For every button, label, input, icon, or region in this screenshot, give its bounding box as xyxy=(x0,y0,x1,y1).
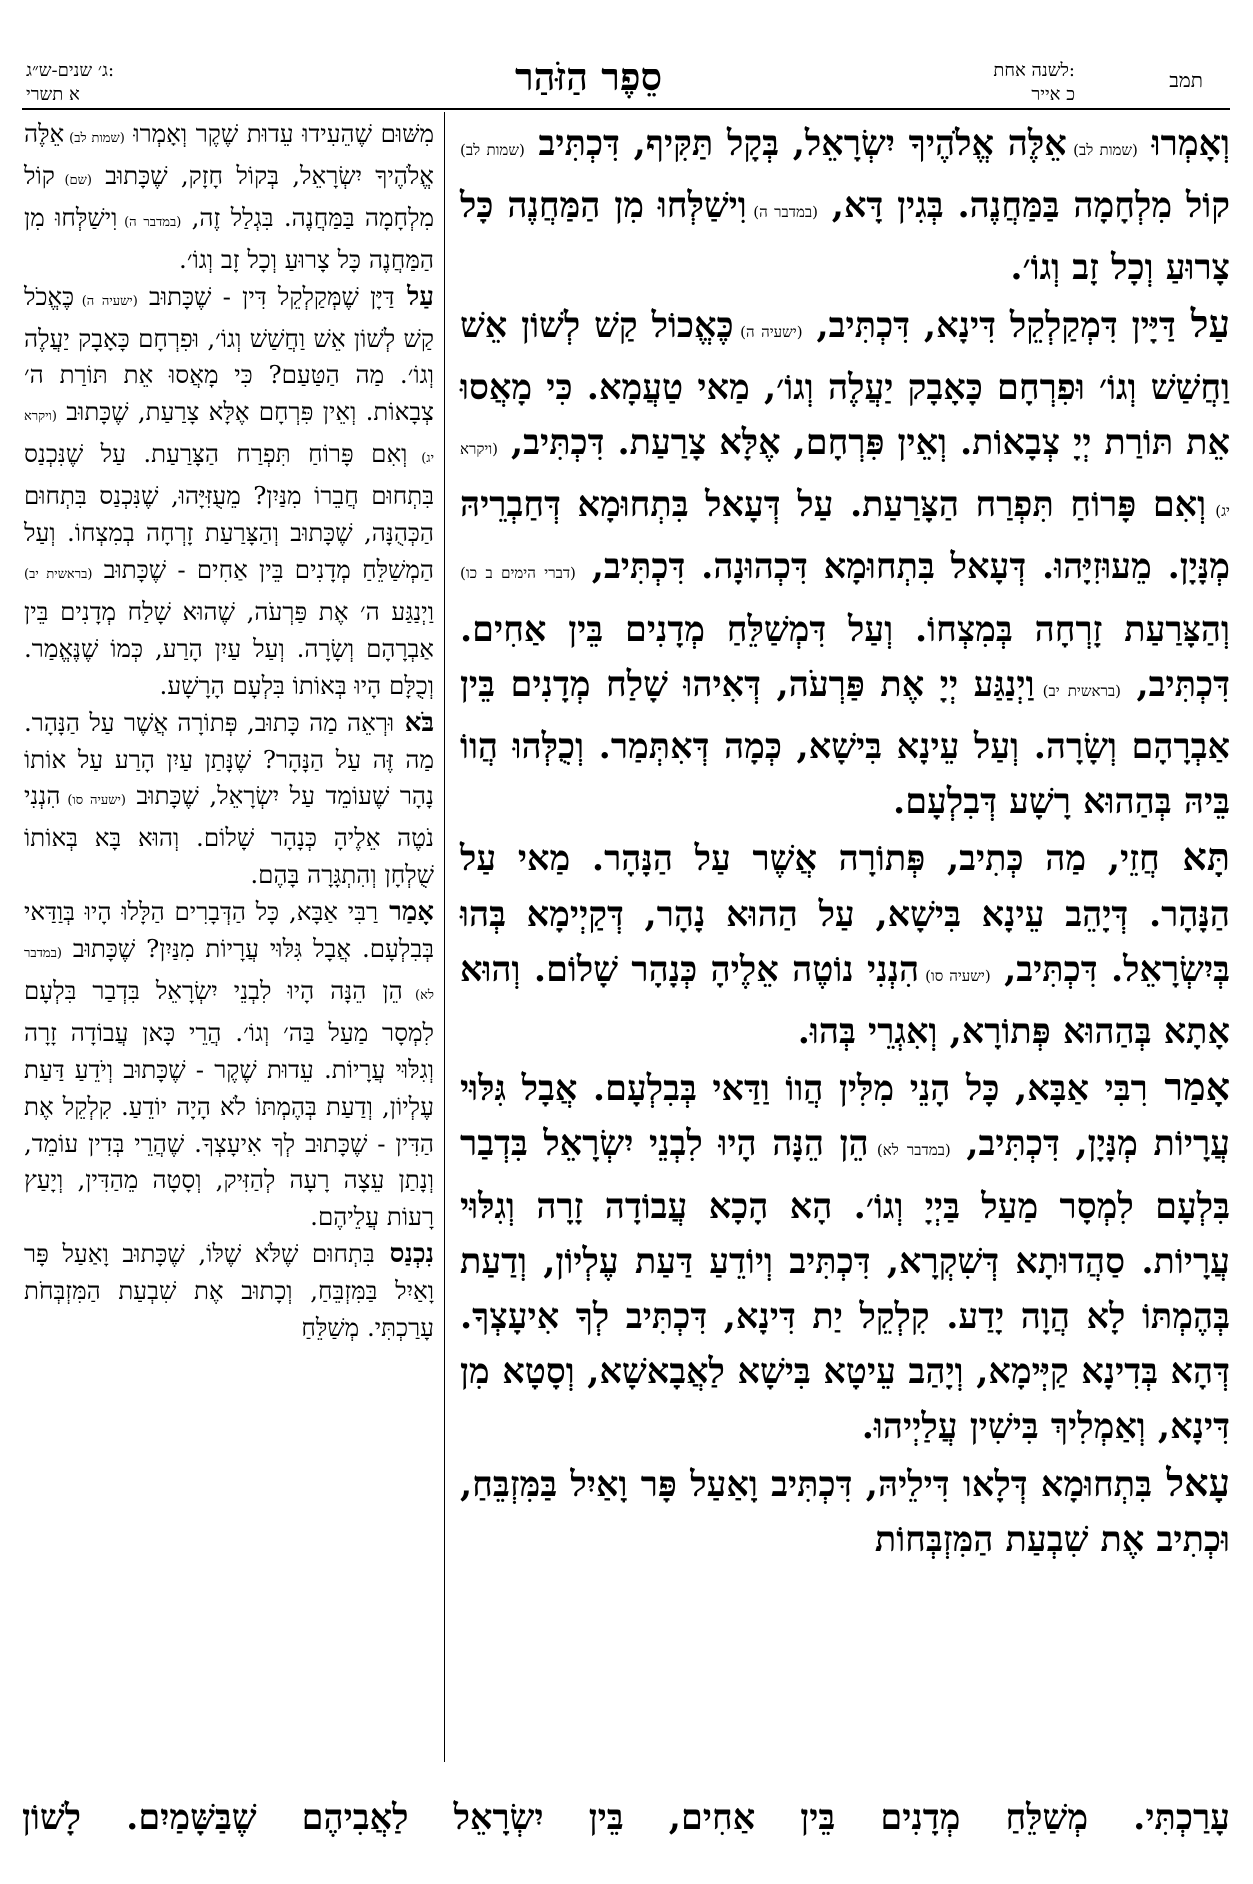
book-title: סֵפֶר הַזֹּהַר xyxy=(515,54,663,99)
aramaic-main-column xyxy=(460,116,1230,1567)
paragraph-opening-word: נִכְנַס xyxy=(374,1239,434,1270)
verse-reference: (ישעיה ה) xyxy=(733,322,803,341)
verse-reference: (שמות לב) xyxy=(64,131,125,146)
text-segment: קוֹל מִלְחָמָה בַּמַּחֲנֶה. בְּגִין דָּא, xyxy=(817,185,1230,227)
paragraph-opening-word: בֹּא xyxy=(394,707,434,738)
text-segment: הִנְנִי נֹטֶה אֵלֶיהָ כְּנָהָר שָׁלוֹם. וְהוּא בָּא בְּאוֹתוֹ שֻׁלְחָן וְהִתְגָּרָה בָּהֶם. xyxy=(24,781,434,890)
text-segment: וִישַׁלְּחוּ מִן הַמַּחֲנֶה כָּל צָרוּעַ וְכָל זָב וְגוֹ׳. xyxy=(460,185,1230,289)
paragraph-opening-word: עָאל xyxy=(1151,1459,1230,1505)
text-segment: רִבִּי אַבָּא, כָּל הָנֵי מִלִּין הֲווֹ וַדַּאי בְּבִלְעָם. אֲבָל גִּלּוּי עֲרָיוֹת מְנָּיָן, דִּכְתִּיב, xyxy=(460,1068,1230,1165)
paragraph-opening-word: תָּא xyxy=(1159,834,1230,880)
text-segment: מִשּׁוּם שֶׁהֵעִידוּ עֵדוּת שֶׁקֶר וְאָמְרוּ xyxy=(124,119,434,148)
text-segment: וְאִם פָּרוֹחַ תִּפְרַח הַצָּרַעַת. עַל דְּעָאל בִּתְחוּמָא דְּחַבְרֵיהּ מְנָּיָן. מֵעוּזִיָּהוּ. דְּעָאל בִּתְחוּמָא דִּכְהוּנָה. דִּכְתִּיב, xyxy=(460,484,1230,588)
side-paragraph xyxy=(24,894,434,1236)
page-number: תמב xyxy=(1169,68,1203,92)
verse-reference: (בראשית יב) xyxy=(1034,681,1121,700)
text-segment: וִישַׁלְּחוּ מִן הַמַּחֲנֶה כָּל צָרוּעַ וְכָל זָב וְגוֹ׳. xyxy=(24,202,434,274)
verse-reference: (במדבר ה) xyxy=(117,214,182,230)
text-segment: אֵלֶּה אֱלֹהֶיךָ יִשְׂרָאֵל, בְּקוֹל חָזָק, שֶׁכָּתוּב xyxy=(24,119,435,190)
text-segment: וַיְנַגַּע ה׳ אֶת פַּרְעֹה, שֶׁהוּא שָׁלַח מְדָנִים בֵּין אַבְרָהָם וְשָׂרָה. וְעַל עַיִן הָרַע, כְּמוֹ שֶׁנֶּאֱמַר. וְכֻלָּם הָיוּ בְּאוֹתוֹ בִּלְעָם הָרָשָׁע. xyxy=(24,596,434,700)
side-paragraph xyxy=(24,705,434,895)
verse-reference: (ישעיה סו) xyxy=(60,793,126,809)
text-segment: וְאִם פָּרוֹחַ תִּפְרַח הַצָּרַעַת. עַל שֶׁנִּכְנַס בִּתְחוּם חֲבֵרוֹ מִנַּיִן? מֵעֻזִּיָּהוּ, שֶׁנִּכְנַס בִּתְחוּם הַכְּהֻנָּה, שֶׁכָּתוּב וְהַצָּרַעַת זָרְחָה בְמִצְחוֹ. וְעַל הַמְשַׁלֵּחַ מְדָנִים בֵּין אַחִים - שֶׁכָּתוּב xyxy=(24,439,434,584)
verse-reference: (בראשית יב) xyxy=(24,566,93,582)
hebrew-translation-column xyxy=(24,116,434,1347)
three-year-reading-date: א תשרי xyxy=(26,84,80,105)
text-segment: דַּיָּין דִּמְקַלְקֵל דִּינָא, דִּכְתִּיב, xyxy=(802,304,1176,346)
text-segment: בִּתְחוּמָא דְּלָאו דִּילֵיהּ, דִּכְתִּיב וָאַעַל פָּר וָאַיִל בַּמִּזְבֵּחַ, וּכְתִיב אֶת שִׁבְעַת הַמִּזְבְּחוֹת xyxy=(460,1463,1230,1560)
side-paragraph xyxy=(24,1236,434,1347)
side-paragraph xyxy=(24,279,434,705)
verse-reference: (ישעיה ה) xyxy=(74,293,138,309)
verse-reference: (שם) xyxy=(54,172,92,188)
verse-reference: (במדבר לא) xyxy=(868,1141,951,1160)
verse-reference: (ויקרא יג) xyxy=(460,440,1230,521)
text-segment: אֵלֶּה אֱלֹהֶיךָ יִשְׂרָאֵל, בְּקָל תַּקִּיף, דִּכְתִּיב xyxy=(524,123,1067,164)
three-year-reading-label: ג׳ שנים-ש״ג: xyxy=(26,60,115,81)
text-segment: וּרְאֵה מַה כָּתוּב, פְּתוֹרָה אֲשֶׁר עַל הַנָּהָר. מַה זֶּה עַל הַנָּהָר? שֶׁנָּתַן עַיִן הָרַע עַל אוֹתוֹ נָהָר שֶׁעוֹמֵד עַל יִשְׂרָאֵל, שֶׁכָּתוּב xyxy=(24,707,434,811)
text-segment: הֵן הֵנָּה הָיוּ לִבְנֵי יִשְׂרָאֵל בִּדְבַר בִּלְעָם לִמְסָר מַעַל בַּיְיָ וְגוֹ׳. הָא הָכָא עֲבוֹדָה זָרָה וְגִלּוּי עֲרָיוֹת. סַהֲדוּתָא דְּשִׁקְרָא, דִּכְתִּיב וְיוֹדֵעַ דַּעַת עֶלְיוֹן, וְדַעַת בְּהֶמְתּוֹ לָא הֲוָה יָדַע. קִלְקֵל יַת דִּינָא, דִּכְתִּיב לְךָ אִיעָצְךָ. דְּהָא בְּדִינָא קַיְּימָא, וְיָהַב עֵיטָא בִּישָׁא לַאֲבָאשָׁא, וְסָטָא מִן דִּינָא, וְאַמְלִיךְ בִּישִׁין עֲלַיְיהוּ. xyxy=(460,1123,1230,1448)
text-segment: חֲזֵי, מַה כְּתִיב, פְּתוֹרָה אֲשֶׁר עַל הַנָּהָר. מַאי עַל הַנָּהָר. דְּיָהֵב עֵינָא בִּישָׁא, עַל הַהוּא נָהָר, דְּקַיְימָא בְּהוּ בְּיִשְׂרָאֵל. דִּכְתִּיב, xyxy=(460,838,1230,990)
text-segment: הֵן הֵנָּה הָיוּ לִבְנֵי יִשְׂרָאֵל בִּדְבַר בִּלְעָם לִמְסָר מַעַל בַּה׳ וְגוֹ׳. הֲרֵי כָּאן עֲבוֹדָה זָרָה וְגִלּוּי עֲרָיוֹת. עֵדוּת שֶׁקֶר - שֶׁכָּתוּב וְיֹדֵעַ דַּעַת עֶלְיוֹן, וְדַעַת בְּהֶמְתּוֹ לֹא הָיָה יוֹדֵעַ. קִלְקֵל אֶת הַדִּין - שֶׁכָּתוּב לְךָ אִיעָצְךָ. שֶׁהֲרֵי בְּדִין עוֹמֵד, וְנָתַן עֵצָה רָעָה לְהַזִּיק, וְסָטָה מֵהַדִּין, וְיָעַץ רָעוֹת עֲלֵיהֶם. xyxy=(24,975,434,1232)
main-paragraph xyxy=(460,1059,1230,1454)
verse-reference: (שמות לב) xyxy=(1066,141,1138,159)
verse-reference: (שמות לב) xyxy=(460,141,525,159)
main-paragraph xyxy=(460,116,1230,296)
side-paragraph xyxy=(24,116,434,279)
one-year-reading-date: כ אייר xyxy=(1031,84,1075,105)
text-segment: בִּתְחוּם שֶׁלֹּא שֶׁלּוֹ, שֶׁכָּתוּב וָאַעַל פָּר וָאַיִל בַּמִּזְבֵּחַ, וְכָתוּב אֶת שִׁבְעַת הַמִּזְבְּחֹת עָרַכְתִּי. מְשַׁלֵּחַ xyxy=(24,1239,434,1343)
paragraph-opening-word: אָמַר xyxy=(378,897,434,928)
main-paragraph xyxy=(460,296,1230,830)
main-paragraph xyxy=(460,1455,1230,1567)
one-year-reading-label: לשנה אחת: xyxy=(993,60,1075,81)
verse-reference: (דברי הימים ב כו) xyxy=(460,564,576,583)
main-text-bottom-line: עָרַכְתִּי. מְשַׁלֵּחַ מְדָנִים בֵּין אַחִים, בֵּין יִשְׂרָאֵל לַאֲבִיהֶם שֶׁבַּשָּׁמַיִם. לָשׁוֹן xyxy=(22,1797,1230,1838)
column-divider xyxy=(444,112,445,1762)
verse-reference: (ויקרא יג) xyxy=(24,409,435,467)
text-segment: וְהַצָּרַעַת זָרְחָה בְּמִצְחוֹ. וְעַל דִּמְשַׁלֵּחַ מְדָנִים בֵּין אַחִים. דִּכְתִּיב, xyxy=(460,608,1230,705)
text-segment: קוֹל מִלְחָמָה בַּמַּחֲנֶה. בִּגְלַל זֶה, xyxy=(24,160,434,232)
text-segment: וְאָמְרוּ xyxy=(1137,123,1230,164)
text-segment: וַיְנַגַּע יְיָ אֶת פַּרְעֹה, דְּאִיהוּ שָׁלַח מְדָנִים בֵּין אַבְרָהָם וְשָׂרָה. וְעַל עֵינָא בִּישָׁא, כְּמָה דְּאִתְּמַר. וְכֻלְּהוּ הֲווֹ בֵּיהּ בְּהַהוּא רָשָׁע דְּבִלְעָם. xyxy=(460,663,1230,823)
verse-reference: (ישעיה סו) xyxy=(919,966,991,985)
paragraph-opening-word: עַל xyxy=(394,281,434,312)
paragraph-opening-word: אָמַר xyxy=(1147,1064,1231,1110)
text-segment: רַבִּי אַבָּא, כָּל הַדְּבָרִים הַלָּלוּ הָיוּ בְּוַדַּאי בְּבִלְעָם. אֲבָל גִּלּוּי עֲרָיוֹת מִנַּיִן? שֶׁכָּתוּב xyxy=(24,897,434,964)
main-paragraph xyxy=(460,829,1230,1059)
paragraph-opening-word: עַל xyxy=(1175,300,1230,346)
text-segment: דַּיָּן שֶׁמְּקַלְקֵל דִּין - שֶׁכָּתוּב xyxy=(137,281,395,311)
verse-reference: (במדבר ה) xyxy=(746,203,818,222)
text-segment: הִנְנִי נוֹטֶה אֵלֶיהָ כְּנָהָר שָׁלוֹם. וְהוּא אָתָא בְּהַהוּא פְּתוֹרָא, וְאִגְרֵי בְּהוּ. xyxy=(460,948,1230,1053)
verse-reference: (במדבר לא) xyxy=(24,946,434,1003)
text-segment: כֶּאֱכוֹל קַשׁ לְשׁוֹן אֵשׁ וַחֲשַׁשׁ וְגוֹ׳ וּפִרְחָם כָּאָבָק יַעֲלֶה וְגוֹ׳, מַאי טַעֲמָא. כִּי מָאֲסוּ אֵת תּוֹרַת יְיָ צְבָאוֹת. וְאֵין פִּרְחָם, אֶלָּא צָרַעַת. דִּכְתִּיב, xyxy=(460,304,1230,464)
header-rule xyxy=(22,108,1230,110)
text-segment: כֶּאֱכֹל קַשׁ לְשׁוֹן אֵשׁ וַחֲשַׁשׁ וְגוֹ׳, וּפִרְחָם כָּאָבָק יַעֲלֶה וְגוֹ׳. מַה הַטַּעַם? כִּי מָאֲסוּ אֵת תּוֹרַת ה׳ צְבָאוֹת. וְאֵין פִּרְחָם אֶלָּא צָרַעַת, שֶׁכָּתוּב xyxy=(24,281,434,427)
